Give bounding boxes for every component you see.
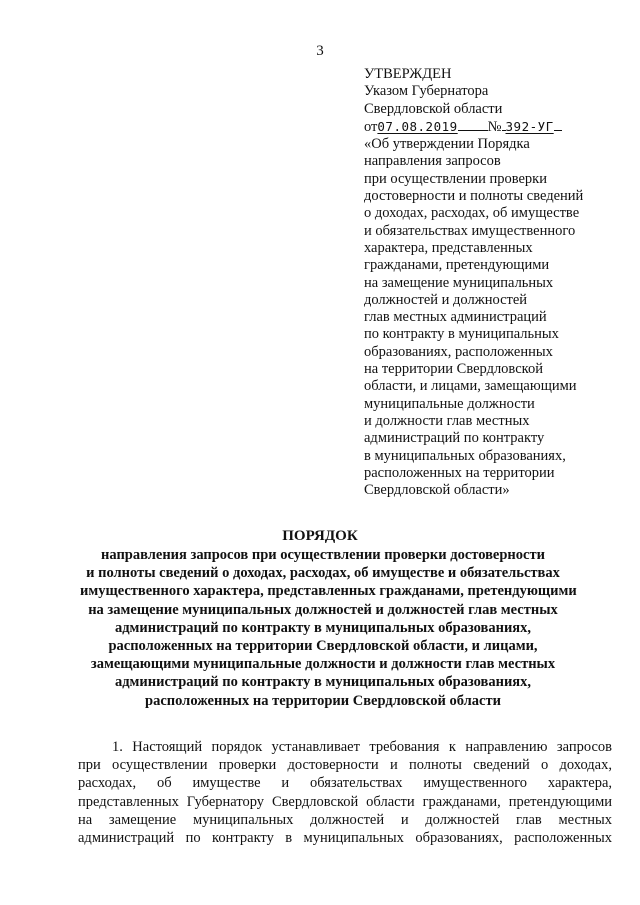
number-blank-right	[554, 118, 562, 131]
paragraph-line: при осуществлении проверки достоверности и полноты сведений о доходах,	[78, 757, 612, 774]
approval-title-line: образованиях, расположенных	[364, 343, 553, 360]
paragraph-line: представленных Губернатору Свердловской области гражданами, претендующими	[78, 793, 612, 810]
approval-title-line: гражданами, претендующими	[364, 257, 550, 274]
approval-title-line: области, и лицами, замещающими	[364, 378, 577, 395]
paragraph-line: администраций по контракту в муниципальных образованиях, расположенных	[78, 830, 612, 847]
approval-date-line	[364, 118, 624, 136]
approval-title-line: и обязательствах имущественного	[364, 222, 576, 239]
approval-title-line: «Об утверждении Порядка	[364, 136, 530, 153]
approval-title-line: в муниципальных образованиях,	[364, 447, 566, 464]
subtitle-line: имущественного характера, представленных гражданами, претендующими	[80, 583, 577, 600]
subtitle-line: администраций по контракту в муниципальных образованиях,	[114, 674, 532, 691]
subtitle-line: направления запросов при осуществлении проверки достоверности	[101, 547, 545, 563]
approval-title-line: при осуществлении проверки	[364, 170, 547, 187]
paragraph-line: 1. Настоящий порядок устанавливает требования к направлению запросов	[112, 739, 612, 755]
page-number: 3	[316, 43, 324, 59]
approval-title-line: администраций по контракту	[364, 430, 545, 447]
subtitle-line: на замещение муниципальных должностей и должностей глав местных	[88, 601, 558, 618]
subtitle-line: и полноты сведений о доходах, расходах, об имуществе и обязательствах	[86, 565, 560, 582]
document-subtitle	[80, 546, 577, 710]
approval-title-line: и должности глав местных	[364, 412, 530, 429]
approval-title-line: Свердловской области»	[364, 482, 510, 499]
paragraph-1	[78, 738, 612, 847]
approval-title-line: о доходах, расходах, об имуществе	[364, 205, 580, 222]
approval-title-line: на территории Свердловской	[364, 361, 543, 378]
approval-title-line: направления запросов	[364, 153, 501, 170]
approval-heading: УТВЕРЖДЕН	[364, 66, 452, 82]
approval-block	[364, 66, 624, 499]
approval-title-line: характера, представленных	[364, 239, 533, 256]
approval-line-region: Свердловской области	[364, 100, 503, 117]
approval-title-line: должностей и должностей	[364, 291, 528, 308]
approval-title-line: расположенных на территории	[364, 464, 555, 481]
approval-title-line: по контракту в муниципальных	[364, 326, 559, 343]
paragraph-line: на замещение муниципальных должностей и должностей глав местных	[78, 811, 612, 828]
document-title: ПОРЯДОК	[282, 528, 358, 544]
subtitle-line: расположенных на территории Свердловской области, и лицами,	[108, 638, 538, 655]
date-prefix: от	[364, 118, 378, 135]
subtitle-line: замещающими муниципальные должности и должности глав местных	[90, 656, 556, 673]
subtitle-line: администраций по контракту в муниципальных образованиях,	[114, 619, 532, 636]
decree-number: 392-УГ	[505, 118, 554, 134]
subtitle-line: расположенных на территории Свердловской области	[145, 692, 501, 709]
decree-date: 07.08.2019	[377, 118, 458, 134]
approval-title-line: на замещение муниципальных	[364, 274, 554, 291]
date-blank-line	[458, 118, 488, 131]
approval-title-line: муниципальные должности	[364, 395, 535, 412]
approval-title-line: достоверности и полноты сведений	[364, 188, 584, 205]
approval-line-decree: Указом Губернатора	[364, 83, 489, 100]
paragraph-line: расходах, об имуществе и обязательствах имущественного характера,	[78, 775, 612, 792]
number-prefix: №	[487, 118, 502, 135]
approval-title-line: глав местных администраций	[364, 309, 547, 326]
